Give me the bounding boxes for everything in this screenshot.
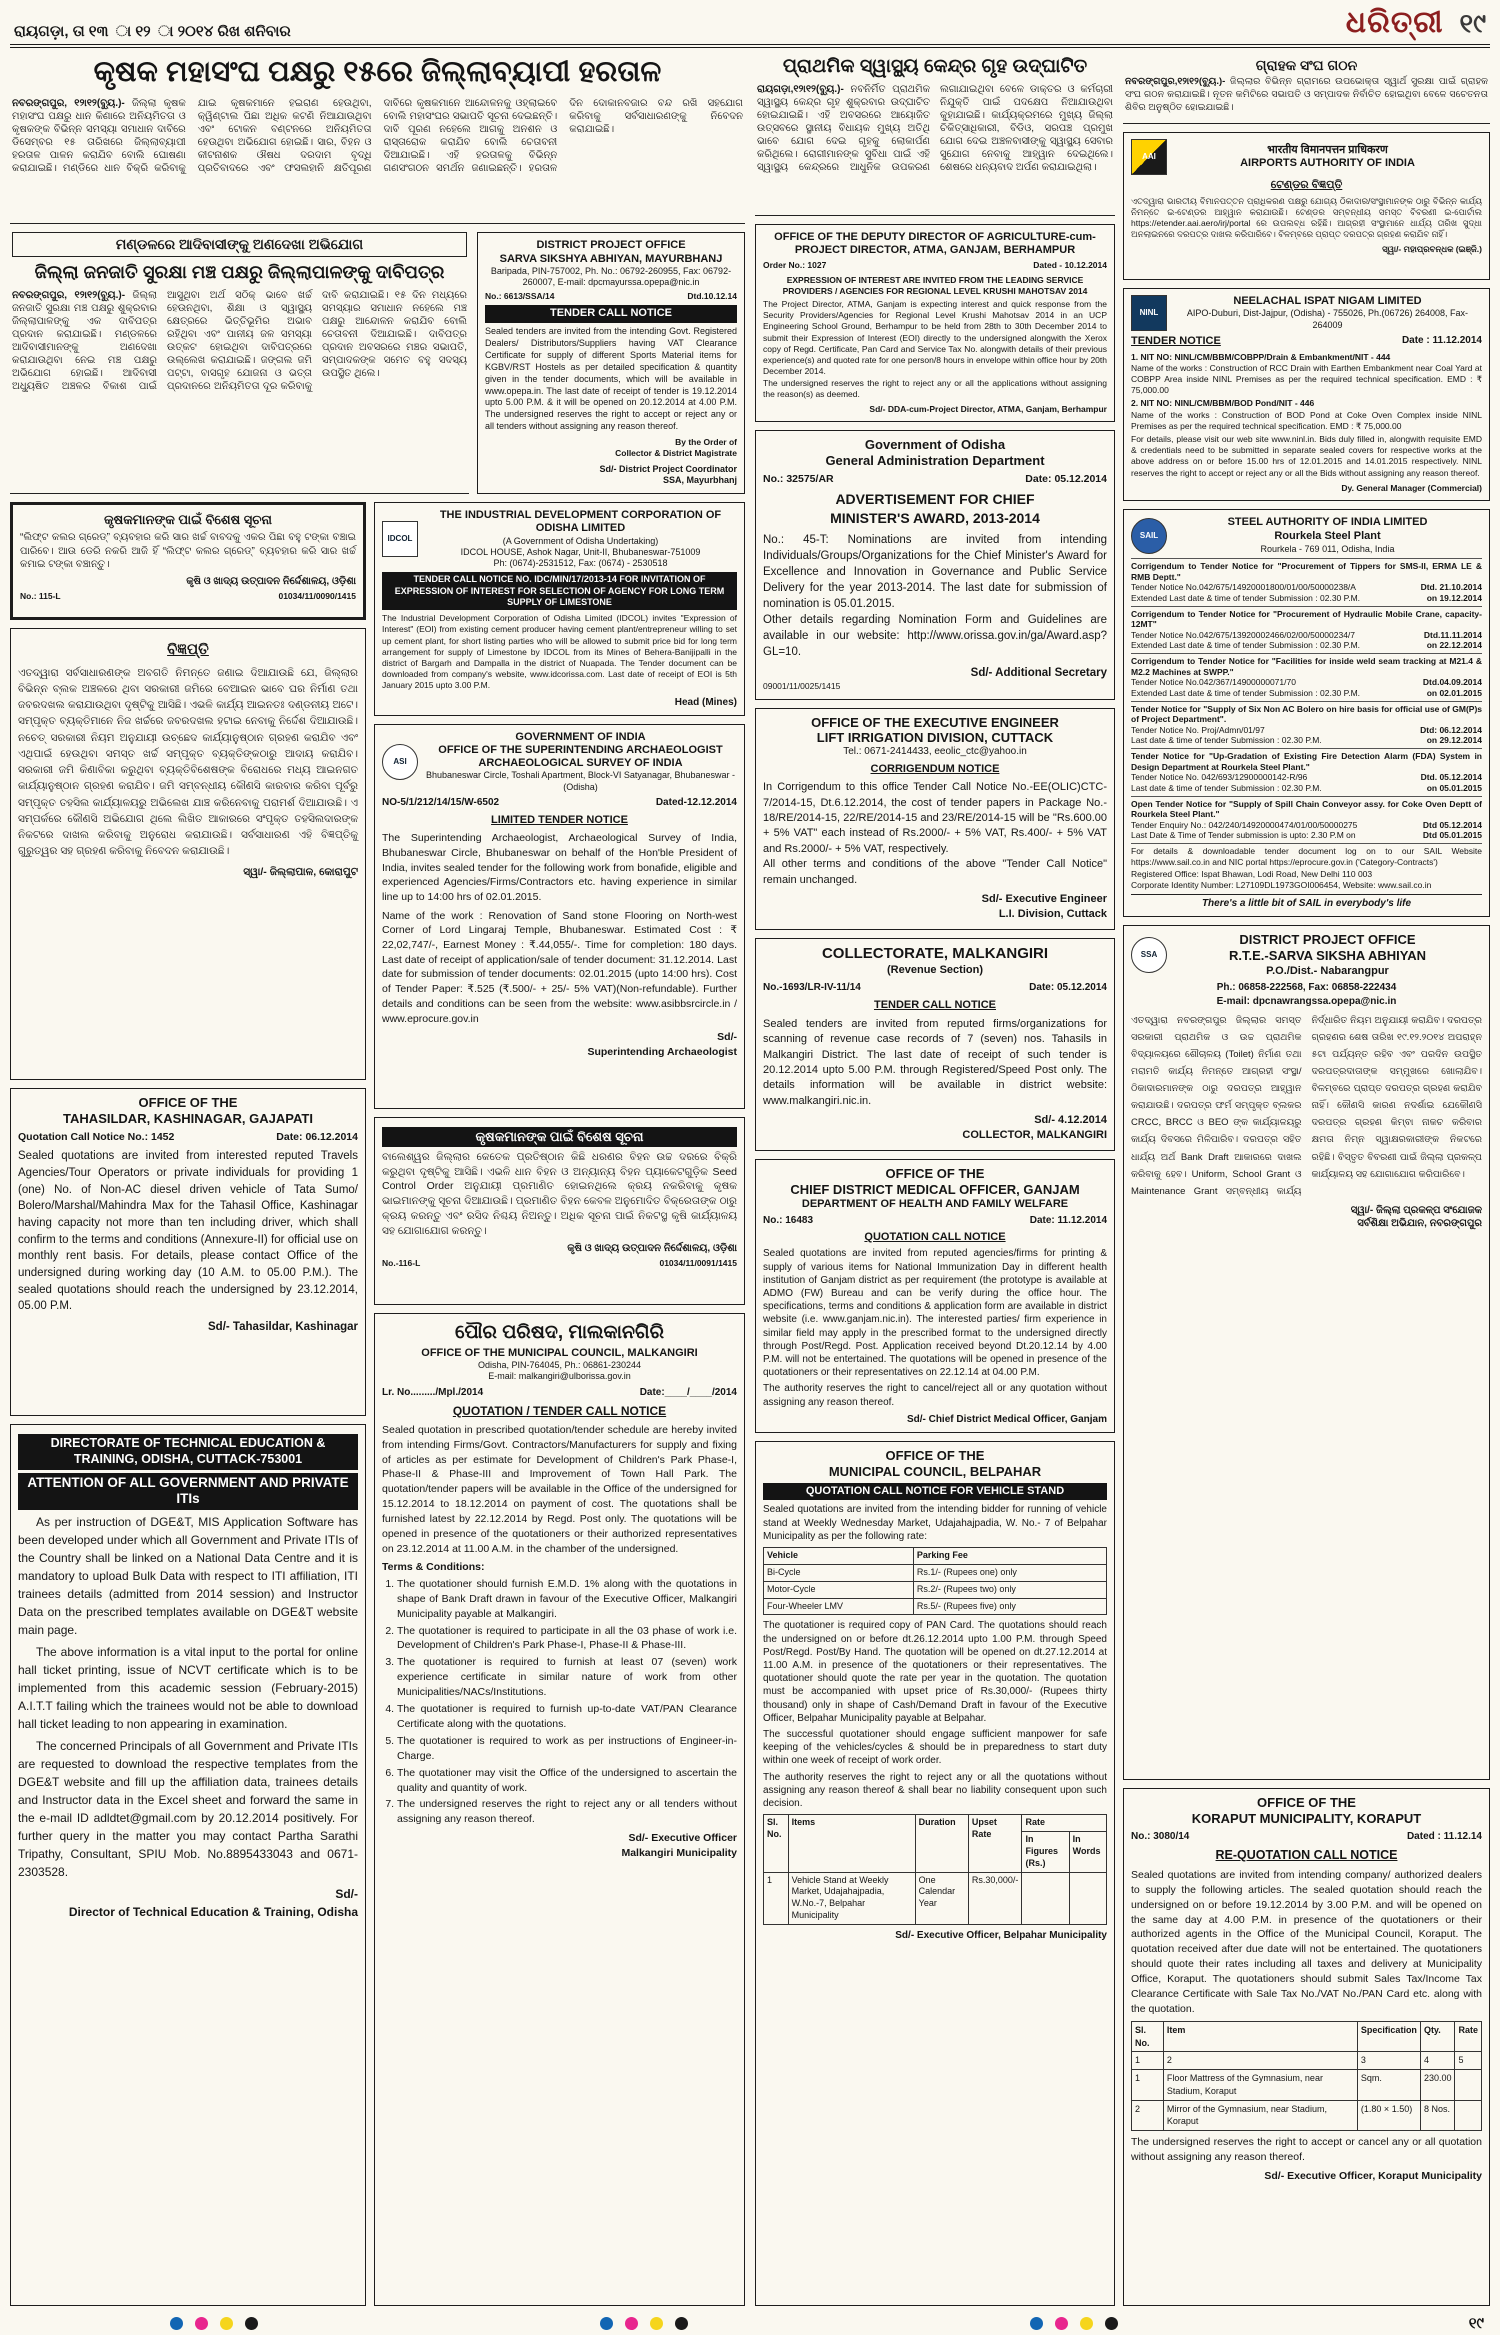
phc-text: ନବନିର୍ମିତ ପ୍ରାଥମିକ ସ୍ୱାସ୍ଥ୍ୟ କେନ୍ଦ୍ର ଗୃହ ଶୁକ୍ରବାର ଉଦ୍‌ଘାଟିତ ହୋଇଯାଇଛି। ଏହି ଅବସରରେ ଆୟୋଜିତ ଉତ୍ସବରେ ସ୍ଥାନୀୟ ବିଧାୟକ ମୁଖ୍ୟ ଅତିଥି ଭାବେ ଯୋଗ ଦେଇ ଗୃହକୁ ଲୋକାର୍ପଣ କରିଥିଲେ। ରୋଗୀମାନଙ୍କ ସୁବିଧା ପାଇଁ ଏହି ସ୍ୱାସ୍ଥ୍ୟ କେନ୍ଦ୍ରରେ ଆଧୁନିକ ଉପକରଣ ଲଗାଯାଇଥିବା ବେଳେ ଡାକ୍ତର ଓ କର୍ମଚାରୀ ନିଯୁକ୍ତି ପାଇଁ ପଦକ୍ଷେପ ନିଆଯାଉଥିବା କୁହାଯାଇଛି। କାର୍ଯ୍ୟକ୍ରମରେ ମୁଖ୍ୟ ଜିଲ୍ଲା ଚିକିତ୍ସାଧିକାରୀ, ବିଡିଓ, ସରପଞ୍ଚ ପ୍ରମୁଖ ଯୋଗ ଦେଇ ଅଞ୍ଚଳବାସୀଙ୍କୁ ସ୍ୱାସ୍ଥ୍ୟ ସେବାର ସୁଯୋଗ ନେବାକୁ ଆହ୍ୱାନ ଦେଇଥିଲେ। ଶେଷରେ ଧନ୍ୟବାଦ ଅର୍ପଣ କରାଯାଇଥିଲା। <box>757 83 1113 173</box>
asi-para-2: Name of the work : Renovation of Sand stone Flooring on North-west Corner of Lord Lingaraj Temple, Bhubaneswar. Estimated Cost : ₹ 22,02,747/-, Earnest Money : ₹.44,055/-. Time for completion: 180 days. Last date of receipt of application/sale of tender document: 31.12.2014. Last date for submission of tender documents: 02.01.2015 (upto 14:00 hrs). Cost of Tender Paper: ₹.525 (₹.500/- + 25/- 5% VAT)(Non-refundable). Further details and conditions can be seen from the website: www.asibbsrcircle.in / www.eprocure.gov.in <box>382 909 737 1025</box>
belpahar-notice-bar: QUOTATION CALL NOTICE FOR VEHICLE STAND <box>763 1483 1107 1501</box>
belpahar-para-1: Sealed quotations are invited from the intending bidder for running of vehicle stand at Weekly Wednesday Market, Udajahajpadia, W. No.- 7 of Belpahar Municipality as per the following rate: <box>763 1504 1107 1542</box>
notice-sail-rsp <box>1123 509 1490 917</box>
farmers1-body: “ଲିଫ୍ଟ କଲର ଗ୍ରେଡ୍” ବ୍ୟବହାର କରି ସାର ଖର୍ଚ୍ଚ ବାବଦକୁ ଏକର ପିଛା ବହୁ ଟଙ୍କା ବଞ୍ଚାଇ ପାରିବେ। ଆଉ ଡେରି ନକରି ଆଜି ହିଁ “ଲିଫ୍ଟ କଲର ଗ୍ରେଡ୍” ବ୍ୟବହାର କରି ସାର ଖର୍ଚ୍ଚ କମାଇ ଟଙ୍କା ବଞ୍ଚାନ୍ତୁ। <box>20 532 356 570</box>
lift-signature: Sd/- Executive Engineer L.I. Division, Cuttack <box>981 892 1107 921</box>
ashoka-emblem-icon: ASI <box>382 744 418 780</box>
malkangiri-para-1: Sealed quotation in prescribed quotation/tender schedule are hereby invited from intending Firms/Govt. Contractors/Manufacturers for supply and fixing of articles as per estimate for Development of Children's Park Phase-I, Phase-II & Phase-III and Improvement of Town Hall Park. The quotation/tender papers will be available in the Office of the undersigned for 15.12.2014 to 18.12.2014 on payment of cost. The quotations shall be furnished latest by 22.12.2014 by Regd. Post only. The quotations will be opened in presence of the quotationers or their authorized representatives on 23.12.2014 at 11.00 A.M. in the chamber of the undersigned. <box>382 1423 737 1555</box>
malkangiri-term-item: 7. The undersigned reserves the right to reject any or all tenders without assigning any reason thereof. <box>397 1797 737 1827</box>
belpahar-signature: Sd/- Executive Officer, Belpahar Municipality <box>895 1930 1107 1942</box>
registration-dot <box>195 2317 208 2330</box>
dtet-para-2: The above information is a vital input to the portal for online hall ticket printing, issue of NCVT certificate which is to be implemented from this academic session (February-2015) A.I.T.T failing which the trainees would not be able to download hall ticket leading to non appearing in examination. <box>18 1645 358 1732</box>
koraput-items-table: Sl. No. Item Specification Qty. Rate 1 2 3 4 5 1 Floor Mattress of the Gymnasium, near Stadium, Koraput Sqm. 230.00 2 Mirror of the Gymnasium, near Stadium, Koraput (1.80 × 1.50) 8 Nos. <box>1131 2021 1482 2131</box>
idcol-addr1: IDCOL HOUSE, Ashok Nagar, Unit-II, Bhubaneswar-751009 <box>460 546 701 557</box>
malkangiri-term-item: 3. The quotationer is required to furnish at least 07 (seven) work experience certificate in similar nature of work from other Municipalities/NACs/Institutions. <box>397 1655 737 1700</box>
brief-dateline: ନବରଙ୍ଗପୁର,୧୨ା୧୨(ବ୍ୟୁ.)- <box>1125 76 1226 88</box>
malkangiri-date: Date:____/____/2014 <box>639 1386 737 1398</box>
malkangiri-notice-title: QUOTATION / TENDER CALL NOTICE <box>452 1403 667 1418</box>
aai-notice-title: ଟେଣ୍ଡର ବିଜ୍ଞପ୍ତି <box>1270 179 1343 191</box>
ninl-item1-no: 1. NIT NO: NINL/CM/BBM/COBPP/Drain & Embankment/NIT - 444 <box>1131 351 1391 362</box>
brief-text: ଜିଲ୍ଲାର ବିଭିନ୍ନ ଗ୍ରାମରେ ଉପଭୋକ୍ତା ସ୍ୱାର୍ଥ ସୁରକ୍ଷା ପାଇଁ ଗ୍ରାହକ ସଂଘ ଗଠନ କରାଯାଇଛି। ନୂତନ କମିଟିରେ ସଭାପତି ଓ ସମ୍ପାଦକ ନିର୍ବାଚିତ ହୋଇଥିବା ବେଳେ ସଚେତନତା ଶିବିର ଅନୁଷ୍ଠିତ ହୋଇଯାଇଛି। <box>1125 76 1489 113</box>
registration-dot <box>1030 2317 1043 2330</box>
asi-header <box>382 731 737 793</box>
aai-signature: ସ୍ୱା/- ମହାପ୍ରବନ୍ଧକ (ଇଞ୍ଜି.) <box>1382 244 1482 255</box>
rtessa-email: E-mail: dpcnawrangssa.opepa@nic.in <box>1216 995 1397 1007</box>
aai-logo: AAI <box>1131 139 1167 175</box>
notice-dtet <box>10 1424 366 2306</box>
malkangiri-ref: Lr. No........./Mpl./2014 <box>382 1386 484 1398</box>
notice-lift-irrigation <box>755 708 1115 930</box>
sail-note: For details & downloadable tender document log on to our SAIL Website https://www.sail.co.in and NIC portal https://eprocure.gov.in ('Category-Contracts') <box>1131 843 1482 868</box>
sail-entry: Corrigendum to Tender Notice for "Procurement of Hydraulic Mobile Crane, capacity- 12MT" Tender Notice No.042/675/13920002466/02/00/50000234/7 Dtd.11.11.2014 Extended Last date & time of tender Submission : 02.30 P.M. on 22.12.2014 <box>1131 606 1482 654</box>
ninl-address: AIPO-Duburi, Dist-Jajpur, (Odisha) - 755026, Ph.(06726) 264008, Fax- 264009 <box>1186 308 1469 330</box>
lift-para-1: In Corrigendum to this office Tender Call Notice No.-EE(OLIC)CTC-7/2014-15, Dt.6.12.2014, the cost of tender papers in Package No.- 18/RE/2014-15, 22/RE/2014-15 and 23/RE/2014-15 will be "Rs.600.00 + 5% VAT" each instead of Rs.2000/- + 5% VAT, Rs.400/- + 5% VAT and Rs.2000/- + 5% VAT, respectively. <box>763 781 1107 855</box>
farmers2-body: ବାଲେଶ୍ୱର ଜିଲ୍ଲାର କେତେକ ପ୍ରତିଷ୍ଠାନ କିଛି ଧରଣର ବିହନ ଉଚ୍ଚ ଦରରେ ବିକ୍ରି କରୁଥିବା ଦୃଷ୍ଟିକୁ ଆସିଛି। ଏଭଳି ଧାନ ବିହନ ଓ ଅନ୍ୟାନ୍ୟ ବିହନ ପ୍ୟାକେଟଗୁଡ଼ିକ Seed Control Order ଅନୁଯାୟୀ ପ୍ରମାଣିତ ହୋଇନଥିଲେ କ୍ରୟ ନକରିବାକୁ କୃଷକ ଭାଇମାନଙ୍କୁ ସୂଚନା ଦିଆଯାଉଛି। ପ୍ରମାଣିତ ବିହନ କେବଳ ଅନୁମୋଦିତ ବିକ୍ରେତାଙ୍କ ଠାରୁ କ୍ରୟ କରନ୍ତୁ ଏବଂ ରସିଦ ନିଶ୍ଚୟ ନିଅନ୍ତୁ। ଅଧିକ ସୂଚନା ପାଇଁ ନିକଟସ୍ଥ କୃଷି କାର୍ଯ୍ୟାଳୟ ସହ ଯୋଗାଯୋଗ କରନ୍ତୁ। <box>382 1151 737 1237</box>
column-a <box>10 502 366 2306</box>
ninl-header <box>1131 295 1482 331</box>
award-ref-bottom: 09001/11/0025/1415 <box>763 680 841 691</box>
second-story <box>10 232 469 494</box>
sail-header <box>1131 516 1482 555</box>
asi-date: Dated-12.12.2014 <box>655 796 737 808</box>
idcol-signature: Head (Mines) <box>674 696 737 708</box>
malkangiri-office: OFFICE OF THE MUNICIPAL COUNCIL, MALKANGIRI <box>421 1346 698 1359</box>
tahasildar-office2: TAHASILDAR, KASHINAGAR, GAJAPATI <box>63 1111 313 1127</box>
sail-tagline: There's a little bit of SAIL in everybody's life <box>1131 894 1482 910</box>
table-row: 1 Floor Mattress of the Gymnasium, near Stadium, Koraput Sqm. 230.00 <box>1132 2070 1482 2101</box>
table-row: Four-Wheeler LMV Rs.5/- (Rupees five) only <box>764 1598 1107 1615</box>
notice-koraput-municipality <box>1123 1788 1490 2306</box>
ssa-date: Dtd.10.12.14 <box>687 291 737 302</box>
cdmo-para-1: Sealed quotations are invited from reputed agencies/firms for printing & supply of various items for National Immunization Day in different health institution of Ganjam district as per requirement (the prototype is available at ADMO (FW) Bureau and can be verify during the office hour. The specifications, terms and conditions & application form are available in district website (i.e. www.ganjam.nic.in). The interested parties/ firm experience in similar field may apply in the prescribed format to the undersigned directly through Post/Regd. Post. Application received beyond Dt.20.12.14 by 4.00 P.M. will not be entertained. The quotations will be opened in presence of the quotationers or their representatives on 22.12.14 at 04.00 P.M. <box>763 1248 1107 1379</box>
sail-logo: SAIL <box>1131 518 1167 554</box>
aai-body: ଏତଦ୍ୱାରା ଭାରତୀୟ ବିମାନପତ୍ତନ ପ୍ରାଧିକରଣ ପକ୍ଷରୁ ଯୋଗ୍ୟ ଠିକାଦାର/ସଂସ୍ଥାମାନଙ୍କ ଠାରୁ ବିଭିନ୍ନ କାର୍ଯ୍ୟ ନିମନ୍ତେ ଇ-ଟେଣ୍ଡର ଆହ୍ୱାନ କରାଯାଉଛି। ଟେଣ୍ଡର ସମ୍ବନ୍ଧୀୟ ସମସ୍ତ ବିବରଣୀ ଇ-ପୋର୍ଟାଲ https://etender.aai.aero/irj/portal ରେ ଉପଲବ୍ଧ ରହିଛି। ଆଗ୍ରହୀ ସଂସ୍ଥାମାନେ ଧାର୍ଯ୍ୟ ତାରିଖ ସୁଦ୍ଧା ଅନଲାଇନରେ ଦରପତ୍ର ଦାଖଲ କରିପାରିବେ। ବିଳମ୍ବରେ ପ୍ରାପ୍ତ ଦରପତ୍ର ଗ୍ରହଣ କରାଯିବ ନାହିଁ। <box>1131 195 1482 240</box>
phc-story <box>755 54 1115 216</box>
tahasildar-date: Date: 06.12.2014 <box>276 1130 358 1143</box>
sail-entry: Corrigendum to Tender Notice for "Facilities for inside weld seam tracking at M21.4 & M2.2 Machines at SWPP." Tender Notice No.042/367/14900000071/70 Dtd.04.09.2014 Extended Last date & time of tender Submission : 02.30 P.M. on 02.01.2015 <box>1131 653 1482 701</box>
collectorate-sub: (Revenue Section) <box>887 963 983 976</box>
malkangiri-odia-title: ପୌର ପରିଷଦ, ମାଲକାନଗିରି <box>454 1321 665 1343</box>
award-title-2: MINISTER'S AWARD, 2013-2014 <box>830 510 1040 527</box>
masthead-brand <box>1346 6 1486 40</box>
cdmo-notice-title: QUOTATION CALL NOTICE <box>864 1230 1006 1243</box>
award-date: Date: 05.12.2014 <box>1025 472 1107 485</box>
ninl-org: NEELACHAL ISPAT NIGAM LIMITED <box>1233 295 1422 308</box>
tahasildar-signature: Sd/- Tahasildar, Kashinagar <box>208 1320 358 1333</box>
right-half <box>755 54 1490 2306</box>
farmers2-ref-left: No.-116-L <box>382 1258 421 1269</box>
koraput-refrow <box>1131 1830 1482 1844</box>
award-dept: General Administration Department <box>825 453 1045 469</box>
newspaper-logo: ଧରିତ୍ରୀ <box>1345 6 1444 39</box>
sail-org: STEEL AUTHORITY OF INDIA LIMITED <box>1227 516 1428 529</box>
bijnapti-body: ଏତଦ୍ୱାରା ସର୍ବସାଧାରଣଙ୍କ ଅବଗତି ନିମନ୍ତେ ଜଣାଇ ଦିଆଯାଉଛି ଯେ, ଜିଲ୍ଲାର ବିଭିନ୍ନ ବ୍ଲକ ଅଞ୍ଚଳରେ ଥିବା ସରକାରୀ ଜମିରେ ବେଆଇନ ଭାବେ ଘର ନିର୍ମାଣ ତଥା ଜବରଦଖଲ କରାଯାଉଥିବା ଦୃଷ୍ଟିକୁ ଆସିଛି। ଏଭଳି କାର୍ଯ୍ୟ ଆଇନତଃ ଦଣ୍ଡନୀୟ ଅଟେ। ସମ୍ପୃକ୍ତ ବ୍ୟକ୍ତିମାନେ ନିଜ ଖର୍ଚ୍ଚରେ ଜବରଦଖଲ ହଟାଇ ନେବାକୁ ନିର୍ଦ୍ଦେଶ ଦିଆଯାଉଛି। ନଚେତ୍ ସରକାରୀ ନିୟମ ଅନୁଯାୟୀ ଉଚ୍ଛେଦ କାର୍ଯ୍ୟାନୁଷ୍ଠାନ ଗ୍ରହଣ କରାଯିବ ଏବଂ ଏଥିପାଇଁ ହେଉଥିବା ସମସ୍ତ ଖର୍ଚ୍ଚ ସମ୍ପୃକ୍ତ ବ୍ୟକ୍ତିଙ୍କଠାରୁ ଆଦାୟ କରାଯିବ। ସରକାରୀ ଜମି କିଣାବିକା କରୁଥିବା ବ୍ୟକ୍ତିବିଶେଷଙ୍କ ବିରୋଧରେ ମଧ୍ୟ ଆଇନଗତ କାର୍ଯ୍ୟାନୁଷ୍ଠାନ ଗ୍ରହଣ କରାଯିବ। ଜମି ସମ୍ବନ୍ଧୀୟ କୌଣସି କାରବାର କରିବା ପୂର୍ବରୁ ସମ୍ପୃକ୍ତ ତହସିଲ କାର୍ଯ୍ୟାଳୟରୁ ଅଭିଲେଖ ଯାଞ୍ଚ କରିନେବାକୁ ପରାମର୍ଶ ଦିଆଯାଉଛି। ଏ ସମ୍ପର୍କରେ କୌଣସି ଅଭିଯୋଗ ଥିଲେ ଲିଖିତ ଆକାରରେ ସଂପୃକ୍ତ ତହସିଲଦାରଙ୍କ ନିକଟରେ ଦାଖଲ କରିବାକୁ ଅନୁରୋଧ କରାଯାଉଛି। ସର୍ବସାଧାରଣ ଏହି ବିଜ୍ଞପ୍ତିକୁ ଗୁରୁତ୍ୱର ସହ ଗ୍ରହଣ କରିବାକୁ ନିବେଦନ କରାଯାଉଛି। <box>18 666 358 858</box>
award-gov: Government of Odisha <box>864 437 1006 453</box>
sail-entry: Tender Notice for "Supply of Six Non AC Bolero on hire basis for official use of GM(P)s of Project Department". Tender Notice No. Proj/Admn/01/97 Dtd: 06.12.2014 Last date & time of tender Submission : 02.30 P.M. on 29.12.2014 <box>1131 701 1482 749</box>
farmers2-title-bar: କୃଷକମାନଙ୍କ ପାଇଁ ବିଶେଷ ସୂଚନା <box>382 1127 737 1147</box>
malkangiri-signature: Sd/- Executive Officer Malkangiri Municipality <box>621 1832 737 1860</box>
idcol-body: The Industrial Development Corporation of Odisha Limited (IDCOL) invites "Expression of Interest" (EOI) from existing cement producer having cement plant/entrepreneur willing to set up cement plant, for short listing parties who will be allowed to submit price bid for long term arrangement for supply of Limestone by IDCOL from its Mines of Behera-Banijipalli in the district of Bargarh and Dampalla in the district of Nuapada. The Tender document can be downloaded from company's website, www.idcorissa.com. Last date of receipt of EOI is 5th January 2015 upto 3.00 P.M. <box>382 613 737 691</box>
asi-signature: Sd/- Superintending Archaeologist <box>587 1031 737 1058</box>
fee-col-fee: Parking Fee <box>913 1547 1106 1564</box>
phc-headline: ପ୍ରାଥମିକ ସ୍ୱାସ୍ଥ୍ୟ କେନ୍ଦ୍ର ଗୃହ ଉଦ୍‌ଘାଟିତ <box>782 56 1088 77</box>
malkangiri-term-item: 1. The quotationer should furnish E.M.D. 1% along with the quotations in shape of Bank Draft drawn in favour of the Executive Officer, Malkangiri Municipality payable at Malkangiri. <box>397 1577 737 1622</box>
lead-text: ଜିଲ୍ଲା କୃଷକ ମହାସଂଘ ପକ୍ଷରୁ ଧାନ କିଣାରେ ଅନିୟମିତତା ଓ କୃଷକଙ୍କ ବିଭିନ୍ନ ସମସ୍ୟା ସମାଧାନ ଦାବିରେ ଡିସେମ୍ବର ୧୫ ତାରିଖରେ ଜିଲ୍ଲାବ୍ୟାପୀ ହରତାଳ ପାଳନ କରାଯିବ ବୋଲି ଘୋଷଣା କରାଯାଇଛି। ମଣ୍ଡିରେ ଧାନ ବିକ୍ରି କରିବାକୁ ଯାଇ କୃଷକମାନେ ହଇରାଣ ହେଉଥିବା, କ୍ୱିଣ୍ଟାଲ ପିଛା ଅଧିକ କଟଣି ନିଆଯାଉଥିବା ଏବଂ ଟୋକନ ବଣ୍ଟନରେ ଅନିୟମିତତା ହେଉଥିବା ଅଭିଯୋଗ ହୋଇଛି। ସାର, ବିହନ ଓ କୀଟନାଶକ ଔଷଧ ଦରଦାମ ବୃଦ୍ଧି ପ୍ରତିବାଦରେ ଏବଂ ଫସଲହାନି କ୍ଷତିପୂରଣ ଦାବିରେ କୃଷକମାନେ ଆନ୍ଦୋଳନକୁ ଓହ୍ଲାଇବେ ବୋଲି ମହାସଂଘର ସଭାପତି ସୂଚନା ଦେଇଛନ୍ତି। ଦାବି ପୂରଣ ନହେଲେ ଆଗକୁ ଅନଶନ ଓ ରାସ୍ତାରୋକ କରାଯିବ ବୋଲି ଚେତାବନୀ ଦିଆଯାଇଛି। ଏହି ହରତାଳକୁ ବିଭିନ୍ନ ଗଣସଂଗଠନ ସମର୍ଥନ ଜଣାଇଛନ୍ତି। ହରତାଳ ଦିନ ଦୋକାନବଜାର ବନ୍ଦ ରଖି ସହଯୋଗ କରିବାକୁ ସର୍ବସାଧାରଣଙ୍କୁ ନିବେଦନ କରାଯାଇଛି। <box>12 98 743 175</box>
ssa-by-order: By the Order of Collector & District Magistrate <box>615 437 737 459</box>
second-story-headline: ଜିଲ୍ଲା ଜନଜାତି ସୁରକ୍ଷା ମଞ୍ଚ ପକ୍ଷରୁ ଜିଲ୍ଲାପାଳଙ୍କୁ ଦାବିପତ୍ର <box>34 262 445 283</box>
award-para-1: No.: 45-T: Nominations are invited from intending Individuals/Groups/Organizations for the Chief Minister's Award for Excellence and Innovation in Governance and Public Service Delivery for the year 2013-2014. The last date for submission of nomination is 05.01.2015. <box>763 533 1107 611</box>
ninl-item1-body: Name of the works : Construction of RCC Drain with Earthen Embankment near Coal Yard at COBPP Area inside NINL Premises as per the required technical specification. EMD : ₹ 75,000.00 <box>1131 362 1482 396</box>
ssa-refrow <box>485 291 737 302</box>
ssa-name: SARVA SIKSHYA ABHIYAN, MAYURBHANJ <box>499 252 723 265</box>
farmers1-title: କୃଷକମାନଙ୍କ ପାଇଁ ବିଶେଷ ସୂଚନା <box>104 512 272 528</box>
sail-entry: Open Tender Notice for "Supply of Spill Chain Conveyor assy. for Coke Oven Deptt of Rourkela Steel Plant." Tender Enquiry No.: 042/240/14920000474/01/00/50000275 Dtd 05.12.2014 Last Date & Time of Tender submission is upto: 2.30 P.M on Dtd 05.01.2015 <box>1131 796 1482 844</box>
koraput-ref: No.: 3080/14 <box>1131 1830 1190 1842</box>
second-story-dateline: ନବରଙ୍ଗପୁର, ୧୨ା୧୨(ବ୍ୟୁ.)- <box>12 289 126 301</box>
ninl-date: Date : 11.12.2014 <box>1401 335 1482 346</box>
notice-belpahar <box>755 1441 1115 2306</box>
malkangiri-term-item: 6. The quotationer may visit the Office of the undersigned to ascertain the quality and quantity of work. <box>397 1766 737 1796</box>
notice-ninl <box>1123 288 1490 501</box>
dtet-attention-bar: ATTENTION OF ALL GOVERNMENT AND PRIVATE ITIs <box>18 1473 358 1511</box>
sail-address: Rourkela - 769 011, Odisha, India <box>1260 543 1395 554</box>
koraput-signature: Sd/- Executive Officer, Koraput Municipality <box>1264 2170 1482 2183</box>
atma-title: EXPRESSION OF INTEREST ARE INVITED FROM THE LEADING SERVICE PROVIDERS / AGENCIES FOR REGIONAL LEVEL KRUSHI MAHOTSAV 2014 <box>782 274 1088 296</box>
middle-band <box>10 232 745 494</box>
collectorate-notice-title: TENDER CALL NOTICE <box>873 999 997 1012</box>
malkangiri-term-item: 5. The quotationer is required to work as per instructions of Engineer-in-Charge. <box>397 1734 737 1764</box>
dtet-signature: Sd/- Director of Technical Education & Training, Odisha <box>68 1887 358 1920</box>
ninl-refrow <box>1131 334 1482 349</box>
belpahar-fee-table <box>763 1547 1107 1616</box>
koraput-para-1: Sealed quotations are invited from intending company/ authorized dealers to supply the following articles. The sealed quotation should reach the undersigned on or before 19.12.2014 by 3.00 P.M. and will be opened on the same day at 4.00 P.M. in presence of the quotationers or their authorized agents in the Office of the Municipal Council, Koraput. The quotation received after due date will not be entertained. The quotationers should quote their rates including all taxes and delivery at Municipality Office, Koraput. The quotationers should submit Sales Tax/Income Tax Clearance Certificate with Sale Tax No./VAT No./PAN Card etc. along with the quotation. <box>1131 1868 1482 2015</box>
collectorate-refrow <box>763 981 1107 995</box>
masthead-page-number: ୧୯ <box>1459 8 1486 38</box>
table-row: Motor-Cycle Rs.2/- (Rupees two) only <box>764 1581 1107 1598</box>
lift-notice-title: CORRIGENDUM NOTICE <box>870 762 1000 775</box>
cdmo-signature: Sd/- Chief District Medical Officer, Ganjam <box>906 1413 1107 1425</box>
collectorate-body: Sealed tenders are invited from reputed firms/organizations for scanning of revenue case records of 7 (seven) nos. Tahasils in Malkangiri District. The last date of receipt of such tender is 20.12.2014 upto 5.00 P.M. through Registered/Speed Post only. The details information will be available in district website: www.malkangiri.nic.in. <box>763 1017 1107 1107</box>
malkangiri-refrow <box>382 1386 737 1400</box>
malkangiri-terms-label: Terms & Conditions: <box>382 1560 485 1573</box>
award-refrow <box>763 472 1107 487</box>
collectorate-signature: Sd/- 4.12.2014 COLLECTOR, MALKANGIRI <box>962 1114 1107 1142</box>
lead-headline: କୃଷକ ମହାସଂଘ ପକ୍ଷରୁ ୧୫ରେ ଜିଲ୍ଲାବ୍ୟାପୀ ହରତାଳ <box>93 56 662 88</box>
second-story-text: ଜିଲ୍ଲା ଜନଜାତି ସୁରକ୍ଷା ମଞ୍ଚ ପକ୍ଷରୁ ଶୁକ୍ରବାର ଜିଲ୍ଲାପାଳଙ୍କୁ ଏକ ଦାବିପତ୍ର ପ୍ରଦାନ କରାଯାଇଛି। ମଣ୍ଡଳରେ ଆଦିବାସୀମାନଙ୍କୁ ଅଣଦେଖା କରାଯାଉଥିବା ନେଇ ମଞ୍ଚ ପକ୍ଷରୁ ଅଭିଯୋଗ ହୋଇଛି। ଆଦିବାସୀ ଅଧ୍ୟୁଷିତ ଅଞ୍ଚଳର ବିକାଶ ପାଇଁ ଆସୁଥିବା ଅର୍ଥ ସଠିକ୍ ଭାବେ ଖର୍ଚ୍ଚ ହେଉନଥିବା, ଶିକ୍ଷା ଓ ସ୍ୱାସ୍ଥ୍ୟ କ୍ଷେତ୍ରରେ ଭିତ୍ତିଭୂମିର ଅଭାବ ରହିଥିବା ଏବଂ ପାନୀୟ ଜଳ ସମସ୍ୟା ଉତ୍କଟ ହୋଇଥିବା ଦାବିପତ୍ରରେ ଉଲ୍ଲେଖ କରାଯାଇଛି। ଜଙ୍ଗଲ ଜମି ପଟ୍ଟା, ବାସଗୃହ ଯୋଜନା ଓ ଭତ୍ତା ପ୍ରଦାନରେ ଅନିୟମିତତା ଦୂର କରିବାକୁ ଦାବି କରାଯାଇଛି। ୧୫ ଦିନ ମଧ୍ୟରେ ସମସ୍ୟାର ସମାଧାନ ନହେଲେ ମଞ୍ଚ ପକ୍ଷରୁ ଆନ୍ଦୋଳନ କରାଯିବ ବୋଲି ଚେତାବନୀ ଦିଆଯାଇଛି। ଦାବିପତ୍ର ପ୍ରଦାନ ଅବସରରେ ମଞ୍ଚର ସଭାପତି, ସମ୍ପାଦକଙ୍କ ସମେତ ବହୁ ସଦସ୍ୟ ଉପସ୍ଥିତ ଥିଲେ। <box>12 289 467 392</box>
fee-col-vehicle: Vehicle <box>764 1547 914 1564</box>
notice-tahasildar-kashinagar <box>10 1088 366 1416</box>
farmers1-signoff: କୃଷି ଓ ଖାଦ୍ୟ ଉତ୍ପାଦନ ନିର୍ଦ୍ଦେଶାଳୟ, ଓଡ଼ିଶା <box>186 575 356 587</box>
rtessa-office: DISTRICT PROJECT OFFICE <box>1239 932 1416 948</box>
koraput-item-rows <box>1132 2070 1482 2131</box>
ninl-logo: NINL <box>1131 295 1167 331</box>
rtessa-name: R.T.E.-SARVA SIKSHA ABHIYAN <box>1229 948 1426 964</box>
brief-headline: ଗ୍ରାହକ ସଂଘ ଗଠନ <box>1255 57 1358 73</box>
collectorate-ref: No.-1693/LR-IV-11/14 <box>763 982 861 994</box>
atma-ref: Order No.: 1027 <box>763 260 827 271</box>
tahasildar-office1: OFFICE OF THE <box>138 1095 238 1111</box>
registration-dot <box>675 2317 688 2330</box>
atma-date: Dated - 10.12.2014 <box>1033 260 1107 271</box>
notice-cm-award <box>755 430 1115 699</box>
belpahar-office2: MUNICIPAL COUNCIL, BELPAHAR <box>828 1463 1042 1479</box>
farmers2-ref-right: 01034/11/0091/1415 <box>659 1258 737 1269</box>
idcol-header <box>382 509 737 569</box>
registration-dot <box>170 2317 183 2330</box>
lift-para-2: All other terms and conditions of the above "Tender Call Notice" remain unchanged. <box>763 858 1107 886</box>
aai-name-english: AIRPORTS AUTHORITY OF INDIA <box>1240 157 1415 169</box>
farmers1-ref-left: No.: 115-L <box>20 591 61 602</box>
lift-contact: Tel.: 0671-2414433, eeolic_ctc@yahoo.in <box>843 746 1027 758</box>
ssa-address: Baripada, PIN-757002, Ph. No.: 06792-260955, Fax: 06792-260007, E-mail: dpcmayurssa.opepa@nic.in <box>490 265 732 287</box>
koraput-office2: KORAPUT MUNICIPALITY, KORAPUT <box>1191 1811 1422 1827</box>
farmers1-refrow <box>20 591 356 602</box>
registration-dot <box>245 2317 258 2330</box>
print-registration-marks <box>170 2317 258 2330</box>
lead-story <box>10 54 745 224</box>
lift-office2: LIFT IRRIGATION DIVISION, CUTTACK <box>816 730 1054 746</box>
ninl-item2-no: 2. NIT NO: NINL/CM/BBM/BOD Pond/NIT - 446 <box>1131 398 1315 409</box>
cdmo-office1: OFFICE OF THE <box>885 1165 985 1181</box>
footer-page-number: ୧୯ <box>1468 2315 1484 2332</box>
table-row: Bi-Cycle Rs.1/- (Rupees one) only <box>764 1564 1107 1581</box>
belpahar-office1: OFFICE OF THE <box>885 1447 985 1463</box>
malkangiri-addr2: E-mail: malkangiri@ulborissa.gov.in <box>488 1371 631 1382</box>
atma-refrow <box>763 260 1107 271</box>
notice-asi <box>374 724 745 1109</box>
notice-farmers-1 <box>10 502 366 620</box>
sail-registered-office: Registered Office: Ispat Bhawan, Lodi Road, New Delhi 110 003 <box>1131 868 1373 879</box>
cdmo-ref: No.: 16483 <box>763 1214 814 1226</box>
ssa-logo: SSA <box>1131 937 1167 973</box>
table-row: 2 Mirror of the Gymnasium, near Stadium, Koraput (1.80 × 1.50) 8 Nos. <box>1132 2100 1482 2131</box>
asi-office: OFFICE OF THE SUPERINTENDING ARCHAEOLOGIST <box>438 744 723 757</box>
cdmo-date: Date: 11.12.2014 <box>1029 1214 1107 1226</box>
dtet-para-1: As per instruction of DGE&T, MIS Application Software has been developed under which all Government and Private ITIs of the Country shall be linked on a National Data Centre and it is mandatory to upload Bulk Data with respect to ITI affiliation, ITI trainees details (admitted from 2014 session) and Instructor Data on the prescribed templates available on DGE&T website main page. <box>18 1515 358 1638</box>
notice-collectorate-malkangiri <box>755 938 1115 1151</box>
idcol-notice-bar: TENDER CALL NOTICE NO. IDC/MIN/17/2013-14 FOR INVITATION OF EXPRESSION OF INTEREST FOR SELECTION OF AGENCY FOR LONG TERM SUPPLY OF LIMESTONE <box>382 572 737 610</box>
phc-dateline: ରାୟଗଡ଼ା,୧୨ା୧୨(ବ୍ୟୁ.)- <box>757 83 844 95</box>
atma-para-1: The Project Director, ATMA, Ganjam is expecting interest and quick response from the Security Providers/Agencies for Regional Level Krushi Mahotsav 2014 in an UCP Engineering School Ground, Berhampur to be held from 28th to 30th December 2014 to submit their Expression of Interest (EOI) directly to the undersigned alongwith the Xerox copy of Regd. Certificate, Pan Card and Service Tax No. alongwith details of their previous experience(s) and quoted rate for one person/8 hours in envelope within office hour by 20th December 2014. <box>763 299 1107 377</box>
farmers2-refrow <box>382 1258 737 1269</box>
phc-body <box>757 83 1113 174</box>
ssa-notice-bar: TENDER CALL NOTICE <box>485 305 737 323</box>
ssa-body: Sealed tenders are invited from the intending Govt. Registered Dealers/ Distributors/Suppliers having VAT Clearance Certificate for supply of different Sports Material items for KGBV/RST Hostels as per detailed specification & quantity given in the tender documents, which will be available in www.opepa.in. The last date of receipt of tender is 19.12.2014 upto 5.00 P.M. & it will be opened on 20.12.2014 at 4.00 P.M. The undersigned reserves the right to accept or reject any or all tenders without assigning any reason thereof. <box>485 326 737 432</box>
cdmo-para-2: The authority reserves the right to cancel/reject all or any quotation without assigning any reason thereof. <box>763 1383 1107 1408</box>
print-registration-marks <box>600 2317 688 2330</box>
notice-malkangiri-municipality <box>374 1313 745 2306</box>
notice-idcol <box>374 502 745 716</box>
registration-dot <box>625 2317 638 2330</box>
registration-dot <box>600 2317 613 2330</box>
aai-header <box>1131 139 1482 175</box>
asi-org: ARCHAEOLOGICAL SURVEY OF INDIA <box>478 757 683 770</box>
asi-para-1: The Superintending Archaeologist, Archaeological Survey of India, Bhubaneswar Circle, Bhubaneswar on behalf of the Hon'ble President of India, invites sealed tender for the following work from bonafide, eligible and experienced Agencies/Firms/Contractors etc. having experience in similar line up to 14:00 hrs of 02.01.2015. <box>382 832 737 904</box>
table-row: 1 Vehicle Stand at Weekly Market, Udajahajpadia, W.No.-7, Belpahar Municipality One Calendar Year Rs.30,000/- <box>764 1872 1107 1925</box>
award-para-2: Other details regarding Nomination Form and Guidelines are available in our website: http://www.orissa.gov.in/ga/Award.asp?GL=10. <box>763 614 1107 659</box>
notice-bijnapti <box>10 628 366 1080</box>
registration-dot <box>1080 2317 1093 2330</box>
sail-entry: Tender Notice for "Up-Gradation of Existing Fire Detection Alarm (FDA) System in Design Department at Rourkela Steel Plant." Tender Notice No. 042/693/12900000142-R/96 Dtd. 05.12.2014 Last date & time of tender Submission : 02.30 P.M. on 05.01.2015 <box>1131 748 1482 796</box>
rtessa-header <box>1131 932 1482 978</box>
second-story-kicker: ମଣ୍ଡଳରେ ଆଦିବାସୀଙ୍କୁ ଅଣଦେଖା ଅଭିଯୋଗ <box>12 232 467 257</box>
dtet-header-bar: DIRECTORATE OF TECHNICAL EDUCATION & TRAINING, ODISHA, CUTTACK-753001 <box>18 1434 358 1469</box>
malkangiri-term-item: 2. The quotationer is required to participate in all the 03 phase of work i.e. Development of Children's Park Phase-I, Phase-II & Phase-III. <box>397 1624 737 1654</box>
page-body <box>10 54 1490 2306</box>
tahasildar-refrow <box>18 1130 358 1145</box>
column-d <box>1123 54 1490 2306</box>
cdmo-office3: DEPARTMENT OF HEALTH AND FAMILY WELFARE <box>801 1197 1069 1210</box>
asi-ref: NO-5/1/212/14/15/W-6502 <box>382 796 500 808</box>
lift-office1: OFFICE OF THE EXECUTIVE ENGINEER <box>811 714 1059 730</box>
koraput-notice-title: RE-QUOTATION CALL NOTICE <box>1215 1848 1398 1863</box>
rtessa-body: ଏତଦ୍ୱାରା ନବରଙ୍ଗପୁର ଜିଲ୍ଲାର ସମସ୍ତ ସରକାରୀ ପ୍ରାଥମିକ ଓ ଉଚ୍ଚ ପ୍ରାଥମିକ ବିଦ୍ୟାଳୟରେ ଶୌଚାଳୟ (Toilet) ନିର୍ମାଣ ତଥା ମରାମତି କାର୍ଯ୍ୟ ନିମନ୍ତେ ଆଗ୍ରହୀ ସଂସ୍ଥା/ଠିକାଦାରମାନଙ୍କ ଠାରୁ ଦରପତ୍ର ଆହ୍ୱାନ କରାଯାଉଛି। ଦରପତ୍ର ଫର୍ମ ସମ୍ପୃକ୍ତ ବ୍ଲକର CRCC, BRCC ଓ BEO ଙ୍କ କାର୍ଯ୍ୟାଳୟରୁ କାର୍ଯ୍ୟ ଦିବସରେ ମିଳିପାରିବ। ଦରପତ୍ର ସହିତ ଧାର୍ଯ୍ୟ ଅର୍ଥ Bank Draft ଆକାରରେ ଦାଖଲ କରିବାକୁ ହେବ। Uniform, School Grant ଓ Maintenance Grant ସମ୍ବନ୍ଧୀୟ କାର୍ଯ୍ୟ ନିର୍ଦ୍ଧାରିତ ନିୟମ ଅନୁଯାୟୀ କରାଯିବ। ଦରପତ୍ର ଗ୍ରହଣର ଶେଷ ତାରିଖ ୧୯.୧୨.୨୦୧୪ ଅପରାହ୍ନ ୫ଟା ପର୍ଯ୍ୟନ୍ତ ରହିବ ଏବଂ ପରଦିନ ଉପସ୍ଥିତ ଦରପତ୍ରଦାତାଙ୍କ ସମ୍ମୁଖରେ ଖୋଲାଯିବ। ବିଳମ୍ବରେ ପ୍ରାପ୍ତ ଦରପତ୍ର ଗ୍ରହଣ କରାଯିବ ନାହିଁ। କୌଣସି କାରଣ ନଦର୍ଶାଇ ଯେକୌଣସି ଦରପତ୍ର ଗ୍ରହଣ କିମ୍ବା ନାକଚ କରିବାର କ୍ଷମତା ନିମ୍ନ ସ୍ୱାକ୍ଷରକାରୀଙ୍କ ନିକଟରେ ରହିଛି। ବିସ୍ତୃତ ବିବରଣୀ ପାଇଁ ଜିଲ୍ଲା ପ୍ରକଳ୍ପ କାର୍ଯ୍ୟାଳୟ ସହ ଯୋଗାଯୋଗ କରିପାରିବେ। <box>1131 1014 1482 1197</box>
farmers1-ref-right: 01034/11/0090/1415 <box>278 591 356 602</box>
idcol-logo: IDCOL <box>382 521 418 557</box>
asi-notice-title: LIMITED TENDER NOTICE <box>491 813 628 826</box>
malkangiri-addr1: Odisha, PIN-764045, Ph.: 06861-230244 <box>477 1360 642 1370</box>
tahasildar-ref: Quotation Call Notice No.: 1452 <box>18 1130 175 1143</box>
sail-cin: Corporate Identity Number: L27109DL1973GOI006454, Website: www.sail.co.in <box>1131 879 1432 890</box>
second-story-body <box>12 289 467 439</box>
lead-dateline: ନବରଙ୍ଗପୁର, ୧୨ା୧୨(ବ୍ୟୁ.)- <box>12 98 125 110</box>
registration-dot <box>1105 2317 1118 2330</box>
koraput-date: Dated : 11.12.14 <box>1406 1830 1482 1842</box>
asi-address: Bhubaneswar Circle, Toshali Apartment, Block-VI Satyanagar, Bhubaneswar - (Odisha) <box>426 770 735 792</box>
registration-dot <box>650 2317 663 2330</box>
asi-refrow <box>382 796 737 810</box>
aai-name-hindi: भारतीय विमानपत्तन प्राधिकरण <box>1267 143 1388 156</box>
belpahar-stand-table: Sl. No. Items Duration Upset Rate Rate In Figures (Rs.) In Words 1 Vehicle Stand at Weekly Market, Udajahajpadia, W.No.-7, Belpahar Municipality One Calendar Year Rs.30,000/- <box>763 1814 1107 1925</box>
collectorate-date: Date: 05.12.2014 <box>1029 982 1107 994</box>
asi-gov: GOVERNMENT OF INDIA <box>515 730 646 743</box>
cdmo-refrow <box>763 1214 1107 1227</box>
belpahar-para-4: The authority reserves the right to reject any or all the quotations without assigning any reason thereof & shall bear no liability consequent upon such decision. <box>763 1771 1107 1809</box>
notice-farmers-2 <box>374 1117 745 1305</box>
notice-aai <box>1123 132 1490 280</box>
notice-rte-ssa-nabarangpur <box>1123 925 1490 1780</box>
rtessa-phone: Ph.: 06858-222568, Fax: 06858-222434 <box>1216 982 1397 994</box>
award-signature: Sd/- Additional Secretary <box>970 666 1107 679</box>
notice-cdmo-ganjam <box>755 1159 1115 1433</box>
fee-rows <box>764 1564 1107 1615</box>
column-b <box>374 502 745 2306</box>
idcol-org: THE INDUSTRIAL DEVELOPMENT CORPORATION OF ODISHA LIMITED <box>439 509 722 535</box>
ninl-signature: Dy. General Manager (Commercial) <box>1341 482 1482 493</box>
farmers2-signoff: କୃଷି ଓ ଖାଦ୍ୟ ଉତ୍ପାଦନ ନିର୍ଦ୍ଦେଶାଳୟ, ଓଡ଼ିଶା <box>567 1243 737 1255</box>
print-registration-marks <box>1030 2317 1118 2330</box>
notice-atma-ganjam <box>755 224 1115 422</box>
rtessa-addr: P.O./Dist.- Nabarangpur <box>1266 964 1389 977</box>
award-ref: No.: 32575/AR <box>763 472 834 485</box>
sail-plant: Rourkela Steel Plant <box>1274 530 1381 543</box>
koraput-office1: OFFICE OF THE <box>1257 1795 1356 1811</box>
atma-para-2: The undersigned reserves the right to reject any or all the applications without assigning the reason(s) as deemed. <box>763 377 1107 399</box>
collectorate-title: COLLECTORATE, MALKANGIRI <box>821 944 1049 962</box>
masthead-dateline: ରାୟଗଡ଼ା, ତା ୧୩ ା ୧୨ ା ୨୦୧୪ ରିଖ ଶନିବାର <box>14 23 291 40</box>
registration-dot <box>1055 2317 1068 2330</box>
page-footer <box>0 2314 1500 2332</box>
idcol-addr2: Ph: (0674)-2531512, Fax: (0674) - 2530518 <box>493 558 668 569</box>
ssa-ref: No.: 6613/SSA/14 <box>485 291 555 302</box>
atma-office: OFFICE OF THE DEPUTY DIRECTOR OF AGRICULTURE-cum-PROJECT DIRECTOR, ATMA, GANJAM, BERHAMPUR <box>774 231 1096 257</box>
belpahar-para-2: The quotationer is required copy of PAN Card. The quotations should reach the undersigned on or before dt.26.12.2014 upto 1.00 P.M. through Speed Post/Regd. Post/By Hand. The quotation will be opened on dt.27.12.2014 at 11.00 A.M. in presence of the quotationers or their representatives. The quotationer should quote the rate per year in the quotation. The quotation must be accompanied with upset price of Rs.30,000/- (Rupees thirty thousand) only in shape of Cash/Demand Draft in favour of the Executive Officer, Belpahar Municipality payable at Belpahar. <box>763 1620 1107 1724</box>
cdmo-office2: CHIEF DISTRICT MEDICAL OFFICER, GANJAM <box>790 1181 1080 1197</box>
koraput-para-2: The undersigned reserves the right to accept or cancel any or all quotation without assigning any reason thereof. <box>1131 2136 1482 2164</box>
rtessa-signature: ସ୍ୱା/- ଜିଲ୍ଲା ପ୍ରକଳ୍ପ ସଂଯୋଜକ ସର୍ବଶିକ୍ଷା ଅଭିଯାନ, ନବରଙ୍ଗପୁର <box>1350 1204 1482 1229</box>
award-title-1: ADVERTISEMENT FOR CHIEF <box>835 490 1035 507</box>
ninl-footer-text: For details, please visit our web site www.ninl.in. Bids duly filled in, alongwith requisite EMD & credentials need to be submitted in separate sealed covers for respective works at the above address on or before 15.00 hrs of 12.01.2015 and 14.01.2015 respectively. NINL reserves the right to accept or reject any or all the Bids without assigning any reason thereof. <box>1131 434 1482 478</box>
tahasildar-body: Sealed quotations are invited from interested reputed Travels Agencies/Tour Operators or private individuals for providing 1 (one) No. of Non-AC diesel driven vehicle of Tata Sumo/ Bolero/Marshal/Mahindra Max for the Tahasil Office, Kashinagar having capacity not more than ten including driver, which shall confirm to the terms and conditions (Annexure-II) for official use on monthly rent basis. For details, please contact Office of the undersigned during working day (10 A.M. to 05.00 P.M.). The sealed quotations should reach the undersigned by 23.12.2014, 05.00 P.M. <box>18 1150 358 1313</box>
bijnapti-title: ବିଜ୍ଞପ୍ତି <box>167 641 209 659</box>
registration-dot <box>220 2317 233 2330</box>
malkangiri-term-item: 4. The quotationer is required to furnish up-to-date VAT/PAN Clearance Certificate along with the quotations. <box>397 1702 737 1732</box>
belpahar-para-3: The successful quotationer should engage sufficient manpower for safe keeping of the vehicles/cycles & should be in preparedness to start duty within one week of receipt of work order. <box>763 1728 1107 1767</box>
left-columns <box>10 502 745 2306</box>
ssa-office: DISTRICT PROJECT OFFICE <box>536 239 686 252</box>
sail-entries <box>1131 558 1482 843</box>
atma-signature: Sd/- DDA-cum-Project Director, ATMA, Ganjam, Berhampur <box>869 404 1107 414</box>
bijnapti-signature: ସ୍ୱା/- ଜିଲ୍ଲାପାଳ, କୋରାପୁଟ <box>243 865 358 878</box>
ninl-tender-label: TENDER NOTICE <box>1131 335 1221 347</box>
sail-entry: Corrigendum to Tender Notice for "Procurement of Tippers for SMS-II, ERMA LE & RMB Deptt." Tender Notice No.042/675/14920001800/01/00/50000238/A Dtd. 21.10.2014 Extended Last date & time of tender Submission : 02.30 P.M. on 19.12.2014 <box>1131 558 1482 606</box>
notice-ssa-mayurbhanj <box>477 232 745 494</box>
lead-body <box>12 97 743 215</box>
malkangiri-terms-list <box>382 1577 737 1828</box>
brief-body <box>1125 76 1488 114</box>
column-c <box>755 54 1115 2306</box>
right-columns <box>755 54 1490 2306</box>
news-brief <box>1123 54 1490 124</box>
masthead <box>10 4 1490 48</box>
ninl-item2-body: Name of the works : Construction of BOD Pond at Coke Oven Complex inside NINL Premises as per the required technical specification. EMD : ₹ 75,000.00 <box>1131 409 1482 431</box>
idcol-sub: (A Government of Odisha Undertaking) <box>502 535 659 546</box>
left-half <box>10 54 745 2306</box>
dtet-para-3: The concerned Principals of all Government and Private ITIs are requested to download the respective templates from the DGE&T website and fill up the affiliation data, trainees details and Instructor data in the Excel sheet and forward the same in the e-mail ID adldtet@gmail.com by 20.12.2014 positively. For further query in the matter you may contact Partha Sarathi Tripathy, Consultant, SPIU Mob. No.8895433043 and 0671-2303528. <box>18 1739 358 1880</box>
ssa-signature: Sd/- District Project Coordinator SSA, Mayurbhanj <box>599 463 737 486</box>
